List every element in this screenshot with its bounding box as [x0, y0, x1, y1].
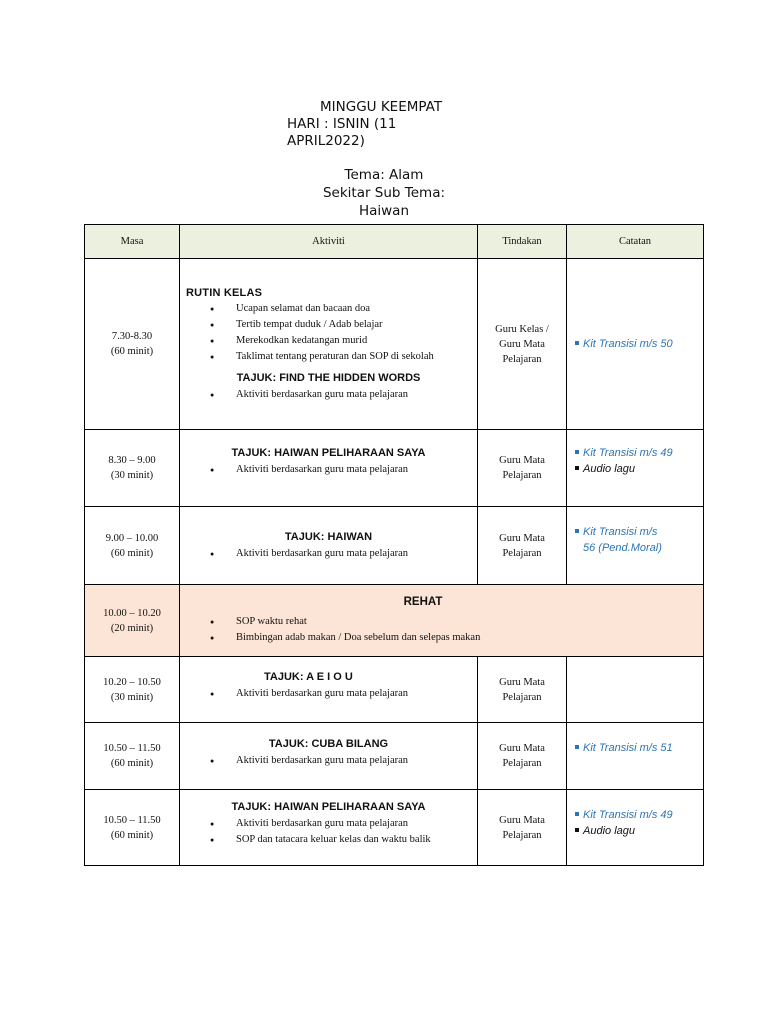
time-range: 10.50 – 11.50 — [103, 814, 161, 826]
catatan-note: Kit Transisi m/s 50 — [575, 336, 703, 352]
duration: (30 minit) — [110, 470, 154, 481]
table-row — [85, 723, 704, 790]
tindakan-text: Pelajaran — [502, 758, 542, 769]
tindakan-cell — [478, 430, 567, 507]
tindakan-text: Pelajaran — [502, 353, 542, 365]
tindakan-cell — [478, 507, 567, 585]
theme-line-3: Haiwan — [358, 203, 410, 219]
table-row — [85, 790, 704, 866]
catatan-note: 56 (Pend.Moral) — [583, 541, 662, 554]
column-header-tindakan: Tindakan — [478, 225, 567, 259]
tindakan-text: Pelajaran — [502, 829, 542, 841]
square-bullet-icon — [575, 812, 579, 816]
rehat-cell — [180, 585, 704, 657]
theme-line-1: Tema: Alam — [344, 167, 424, 183]
table-row — [85, 259, 704, 430]
duration: (20 minit) — [110, 622, 154, 634]
duration: (60 minit) — [110, 758, 154, 769]
week-title: MINGGU KEEMPAT — [320, 99, 443, 115]
catatan-note: Kit Transisi m/s 49 — [575, 445, 703, 461]
tindakan-text: Guru Mata — [499, 814, 545, 826]
day-date-line-2: APRIL2022) — [287, 133, 365, 149]
activity-cell — [180, 507, 478, 585]
tindakan-text: Guru Mata — [499, 338, 545, 350]
table-row — [85, 585, 704, 657]
activity-cell — [180, 657, 478, 723]
activity-cell — [180, 790, 478, 866]
activity-tajuk: TAJUK: HAIWAN PELIHARAAN SAYA — [231, 801, 426, 813]
duration: (60 minit) — [110, 547, 154, 559]
square-bullet-icon — [575, 529, 579, 533]
list-item: ● Aktiviti berdasarkan guru mata pelajaran — [186, 686, 471, 702]
catatan-cell — [567, 259, 704, 430]
list-item: ● Taklimat tentang peraturan dan SOP di sekolah — [186, 349, 471, 365]
activity-list — [186, 614, 697, 646]
tindakan-text: Pelajaran — [502, 691, 542, 703]
column-header-masa: Masa — [85, 225, 180, 259]
activity-tajuk: TAJUK: FIND THE HIDDEN WORDS — [236, 372, 421, 384]
square-bullet-icon — [575, 341, 579, 345]
activity-list — [186, 387, 471, 403]
tindakan-cell — [478, 657, 567, 723]
theme-line-2: Sekitar Sub Tema: — [322, 185, 446, 201]
table-row — [85, 430, 704, 507]
list-item: ● Aktiviti berdasarkan guru mata pelajaran — [186, 387, 471, 403]
square-bullet-icon — [575, 466, 579, 470]
activity-cell — [180, 723, 478, 790]
activity-tajuk: TAJUK: HAIWAN — [284, 531, 373, 543]
time-range: 7.30-8.30 — [111, 331, 153, 342]
tindakan-cell — [478, 790, 567, 866]
activity-cell — [180, 259, 478, 430]
activity-list — [186, 462, 471, 478]
column-header-aktiviti: Aktiviti — [180, 225, 478, 259]
activity-list — [186, 686, 471, 702]
catatan-cell — [567, 430, 704, 507]
tindakan-text: Guru Mata — [499, 532, 545, 544]
time-cell — [85, 790, 180, 866]
time-cell — [85, 259, 180, 430]
square-bullet-icon — [575, 745, 579, 749]
activity-tajuk: TAJUK: A E I O U — [264, 671, 353, 683]
list-item: ● Merekodkan kedatangan murid — [186, 333, 471, 349]
duration: (30 minit) — [110, 691, 154, 703]
column-header-catatan: Catatan — [567, 225, 704, 259]
time-range: 10.00 – 10.20 — [103, 607, 161, 619]
tindakan-text: Guru Mata — [499, 455, 545, 466]
list-item: ● Aktiviti berdasarkan guru mata pelajaran — [186, 753, 471, 769]
list-item: ● SOP dan tatacara keluar kelas dan waktu balik — [186, 832, 471, 848]
list-item: ● SOP waktu rehat — [186, 614, 697, 630]
time-cell — [85, 585, 180, 657]
tindakan-text: Guru Mata — [499, 676, 545, 688]
catatan-note: Audio lagu — [575, 823, 703, 839]
activity-heading: RUTIN KELAS — [186, 287, 263, 299]
time-cell — [85, 657, 180, 723]
list-item: ● Aktiviti berdasarkan guru mata pelajaran — [186, 816, 471, 832]
schedule-table — [84, 224, 704, 866]
time-range: 8.30 – 9.00 — [108, 455, 156, 466]
day-date-line-1: HARI : ISNIN (11 — [287, 116, 397, 132]
time-cell — [85, 430, 180, 507]
time-range: 10.20 – 10.50 — [103, 676, 161, 688]
activity-cell — [180, 430, 478, 507]
tindakan-cell — [478, 259, 567, 430]
catatan-note: Kit Transisi m/s 49 — [575, 807, 703, 823]
table-row — [85, 507, 704, 585]
activity-list — [186, 753, 471, 769]
rehat-title: REHAT — [403, 595, 443, 608]
activity-tajuk: TAJUK: CUBA BILANG — [268, 737, 389, 750]
catatan-note: Kit Transisi m/s 51 — [575, 740, 703, 756]
activity-list — [186, 546, 471, 562]
activity-tajuk: TAJUK: HAIWAN PELIHARAAN SAYA — [231, 446, 426, 459]
table-header-row — [85, 225, 704, 259]
tindakan-text: Pelajaran — [502, 547, 542, 559]
tindakan-text: Guru Kelas / — [495, 323, 549, 335]
time-range: 10.50 – 11.50 — [103, 743, 161, 754]
catatan-note: Kit Transisi m/s — [575, 524, 703, 540]
catatan-cell — [567, 790, 704, 866]
tindakan-text: Guru Mata — [499, 743, 545, 754]
list-item: ● Ucapan selamat dan bacaan doa — [186, 301, 471, 317]
catatan-cell — [567, 507, 704, 585]
catatan-cell — [567, 723, 704, 790]
tindakan-text: Pelajaran — [502, 470, 542, 481]
list-item: ● Bimbingan adab makan / Doa sebelum dan selepas makan — [186, 630, 697, 646]
list-item: ● Aktiviti berdasarkan guru mata pelajaran — [186, 546, 471, 562]
square-bullet-icon — [575, 450, 579, 454]
duration: (60 minit) — [110, 346, 154, 357]
list-item: ● Tertib tempat duduk / Adab belajar — [186, 317, 471, 333]
tindakan-cell — [478, 723, 567, 790]
activity-list — [186, 301, 471, 365]
square-bullet-icon — [575, 828, 579, 832]
time-range: 9.00 – 10.00 — [105, 532, 159, 544]
time-cell — [85, 507, 180, 585]
duration: (60 minit) — [110, 829, 154, 841]
time-cell — [85, 723, 180, 790]
activity-list — [186, 816, 471, 848]
catatan-note: Audio lagu — [575, 461, 703, 477]
table-row — [85, 657, 704, 723]
catatan-cell — [567, 657, 704, 723]
list-item: ● Aktiviti berdasarkan guru mata pelajaran — [186, 462, 471, 478]
